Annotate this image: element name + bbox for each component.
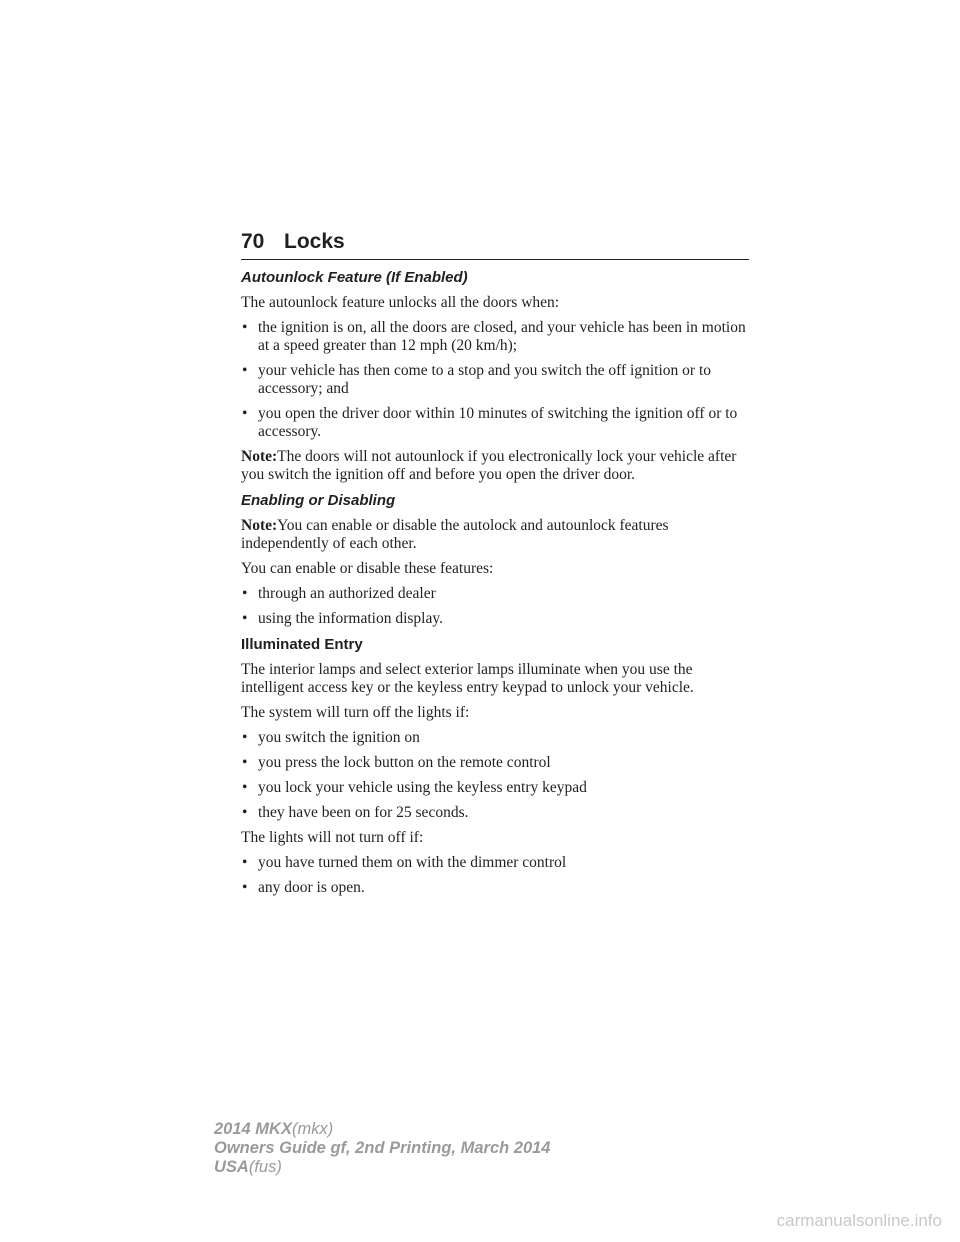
- page-content: [241, 268, 749, 904]
- note-text: The doors will not autounlock if you electronically lock your vehicle after you switch the ignition off and before you open the driver door.: [241, 448, 737, 483]
- list-item: [241, 729, 749, 747]
- bullet: •: [242, 610, 248, 627]
- list-item: [241, 319, 749, 355]
- list-item-text: through an authorized dealer: [258, 585, 436, 602]
- enabling-intro: You can enable or disable these features:: [241, 560, 494, 577]
- lights-off-intro: The system will turn off the lights if:: [241, 704, 470, 721]
- page-footer: [214, 1120, 551, 1177]
- bullet: •: [242, 754, 248, 771]
- enabling-note: [241, 517, 749, 553]
- autounlock-intro: The autounlock feature unlocks all the doors when:: [241, 294, 560, 311]
- page-number: 70: [241, 230, 265, 253]
- list-item: [241, 804, 749, 822]
- section-title: Locks: [284, 230, 345, 253]
- enabling-methods-list: [241, 585, 749, 628]
- header-rule: [241, 259, 749, 260]
- list-item-text: the ignition is on, all the doors are closed, and your vehicle has been in motion at a speed greater than 12 mph (20 km/h);: [258, 319, 746, 354]
- bullet: •: [242, 729, 248, 746]
- footer-market: USA: [214, 1158, 249, 1176]
- page-header: [241, 228, 749, 262]
- autounlock-heading: Autounlock Feature (If Enabled): [241, 269, 468, 286]
- list-item-text: your vehicle has then come to a stop and you switch the off ignition or to accessory; and: [258, 362, 711, 397]
- list-item: [241, 754, 749, 772]
- list-item-text: using the information display.: [258, 610, 443, 627]
- autounlock-note: [241, 448, 749, 484]
- autounlock-conditions-list: [241, 319, 749, 441]
- bullet: •: [242, 779, 248, 796]
- bullet: •: [242, 804, 248, 821]
- illuminated-entry-heading: Illuminated Entry: [241, 636, 363, 653]
- bullet: •: [242, 319, 248, 336]
- bullet: •: [242, 879, 248, 896]
- enabling-heading: Enabling or Disabling: [241, 492, 396, 509]
- list-item: [241, 362, 749, 398]
- bullet: •: [242, 362, 248, 379]
- list-item-text: you open the driver door within 10 minutes of switching the ignition off or to accessory.: [258, 405, 738, 440]
- list-item-text: you lock your vehicle using the keyless entry keypad: [258, 779, 587, 796]
- bullet: •: [242, 405, 248, 422]
- footer-model-code: (mkx): [291, 1120, 334, 1138]
- footer-line-edition: Owners Guide gf, 2nd Printing, March 2014: [214, 1139, 551, 1157]
- illuminated-entry-description: The interior lamps and select exterior lamps illuminate when you use the intelligent access key or the keyless entry keypad to unlock your vehicle.: [241, 661, 694, 696]
- list-item-text: they have been on for 25 seconds.: [258, 804, 469, 821]
- footer-line-market: [214, 1158, 551, 1177]
- footer-model: 2014 MKX: [214, 1120, 292, 1138]
- list-item: [241, 854, 749, 872]
- list-item: [241, 585, 749, 603]
- watermark: carmanualsonline.info: [776, 1211, 942, 1230]
- list-item-text: you press the lock button on the remote control: [258, 754, 551, 771]
- list-item-text: any door is open.: [258, 879, 365, 896]
- list-item: [241, 610, 749, 628]
- lights-off-list: [241, 729, 749, 822]
- footer-market-code: (fus): [248, 1158, 282, 1176]
- note-text: You can enable or disable the autolock and autounlock features independently of each other.: [241, 517, 669, 552]
- lights-not-off-list: [241, 854, 749, 897]
- footer-line-model: [214, 1120, 551, 1139]
- list-item: [241, 405, 749, 441]
- note-label: Note:: [241, 517, 278, 534]
- note-label: Note:: [241, 448, 278, 465]
- list-item-text: you have turned them on with the dimmer control: [258, 854, 567, 871]
- list-item: [241, 879, 749, 897]
- bullet: •: [242, 585, 248, 602]
- list-item-text: you switch the ignition on: [258, 729, 420, 746]
- bullet: •: [242, 854, 248, 871]
- list-item: [241, 779, 749, 797]
- lights-not-off-intro: The lights will not turn off if:: [241, 829, 424, 846]
